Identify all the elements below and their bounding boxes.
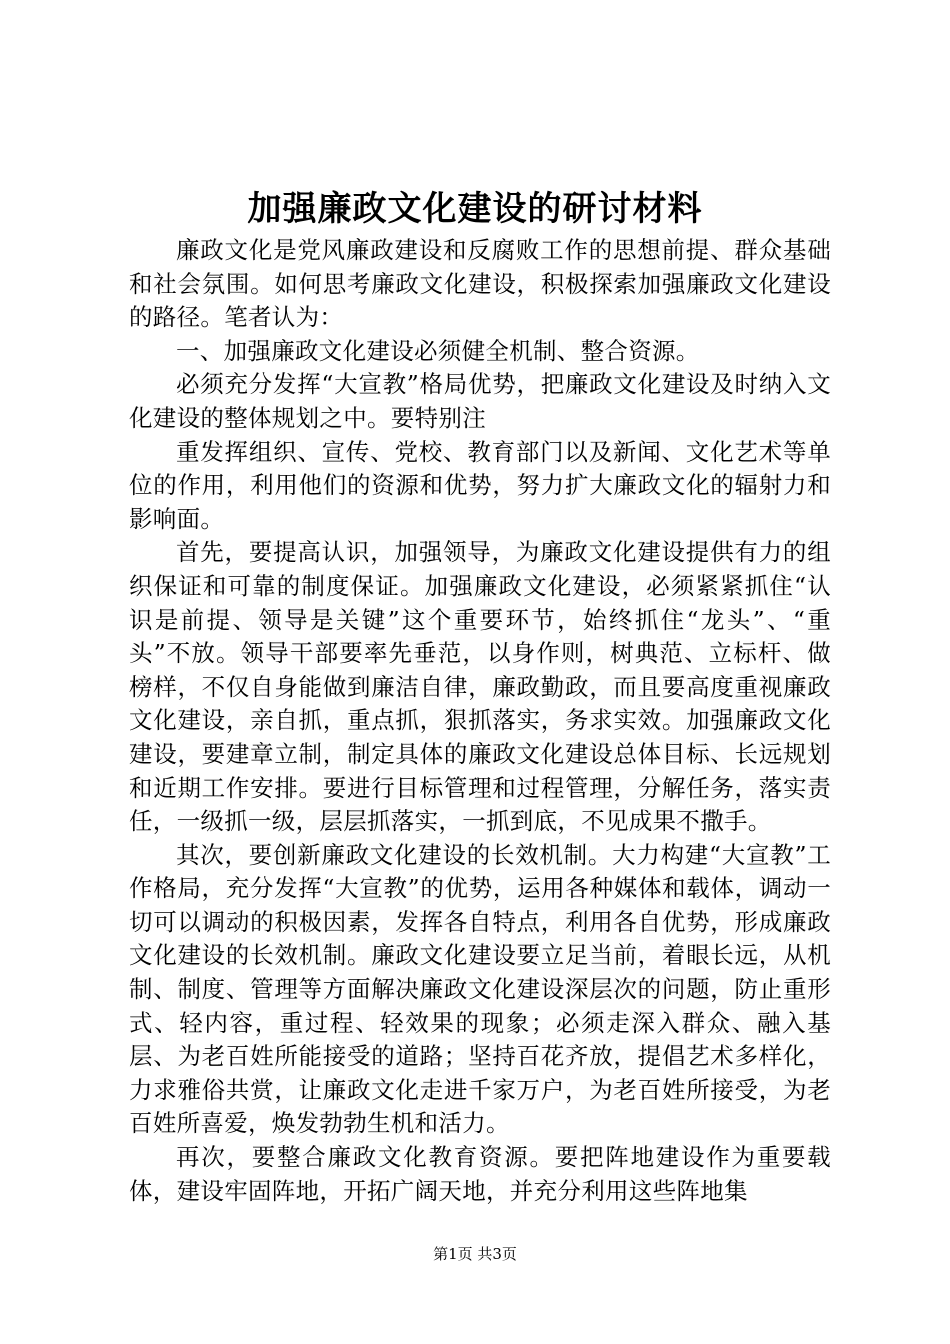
- paragraph: 廉政文化是党风廉政建设和反腐败工作的思想前提、群众基础和社会氛围。如何思考廉政文化建设，积极探索加强廉政文化建设的路径。笔者认为：: [129, 236, 831, 332]
- paragraph: 再次，要整合廉政文化教育资源。要把阵地建设作为重要载体，建设牢固阵地，开拓广阔天地，并充分利用这些阵地集: [129, 1143, 831, 1205]
- paragraph: 其次，要创新廉政文化建设的长效机制。大力构建“大宣教”工作格局，充分发挥“大宣教”的优势，运用各种媒体和载体，调动一切可以调动的积极因素，发挥各自特点，利用各自优势，形成廉政文化建设的长效机制。廉政文化建设要立足当前，着眼长远，从机制、制度、管理等方面解决廉政文化建设深层次的问题，防止重形式、轻内容，重过程、轻效果的现象；必须走深入群众、融入基层、为老百姓所能接受的道路；坚持百花齐放，提倡艺术多样化，力求雅俗共赏，让廉政文化走进千家万户，为老百姓所接受，为老百姓所喜爱，焕发勃勃生机和活力。: [129, 840, 831, 1138]
- section-heading: 一、加强廉政文化建设必须健全机制、整合资源。: [176, 336, 700, 365]
- document-title: 加强廉政文化建设的研讨材料: [247, 189, 703, 229]
- page-footer: 第1页 共3页: [433, 1245, 517, 1263]
- document-body: [129, 234, 831, 1208]
- paragraph: 重发挥组织、宣传、党校、教育部门以及新闻、文化艺术等单位的作用，利用他们的资源和优势，努力扩大廉政文化的辐射力和影响面。: [129, 437, 831, 533]
- paragraph: 必须充分发挥“大宣教”格局优势，把廉政文化建设及时纳入文化建设的整体规划之中。要特别注: [129, 370, 831, 432]
- paragraph: 首先，要提高认识，加强领导，为廉政文化建设提供有力的组织保证和可靠的制度保证。加强廉政文化建设，必须紧紧抓住“认识是前提、领导是关键”这个重要环节，始终抓住“龙头”、“重头”不放。领导干部要率先垂范，以身作则，树典范、立标杆、做榜样，不仅自身能做到廉洁自律，廉政勤政，而且要高度重视廉政文化建设，亲自抓，重点抓，狠抓落实，务求实效。加强廉政文化建设，要建章立制，制定具体的廉政文化建设总体目标、长远规划和近期工作安排。要进行目标管理和过程管理，分解任务，落实责任，一级抓一级，层层抓落实，一抓到底，不见成果不撒手。: [129, 538, 831, 836]
